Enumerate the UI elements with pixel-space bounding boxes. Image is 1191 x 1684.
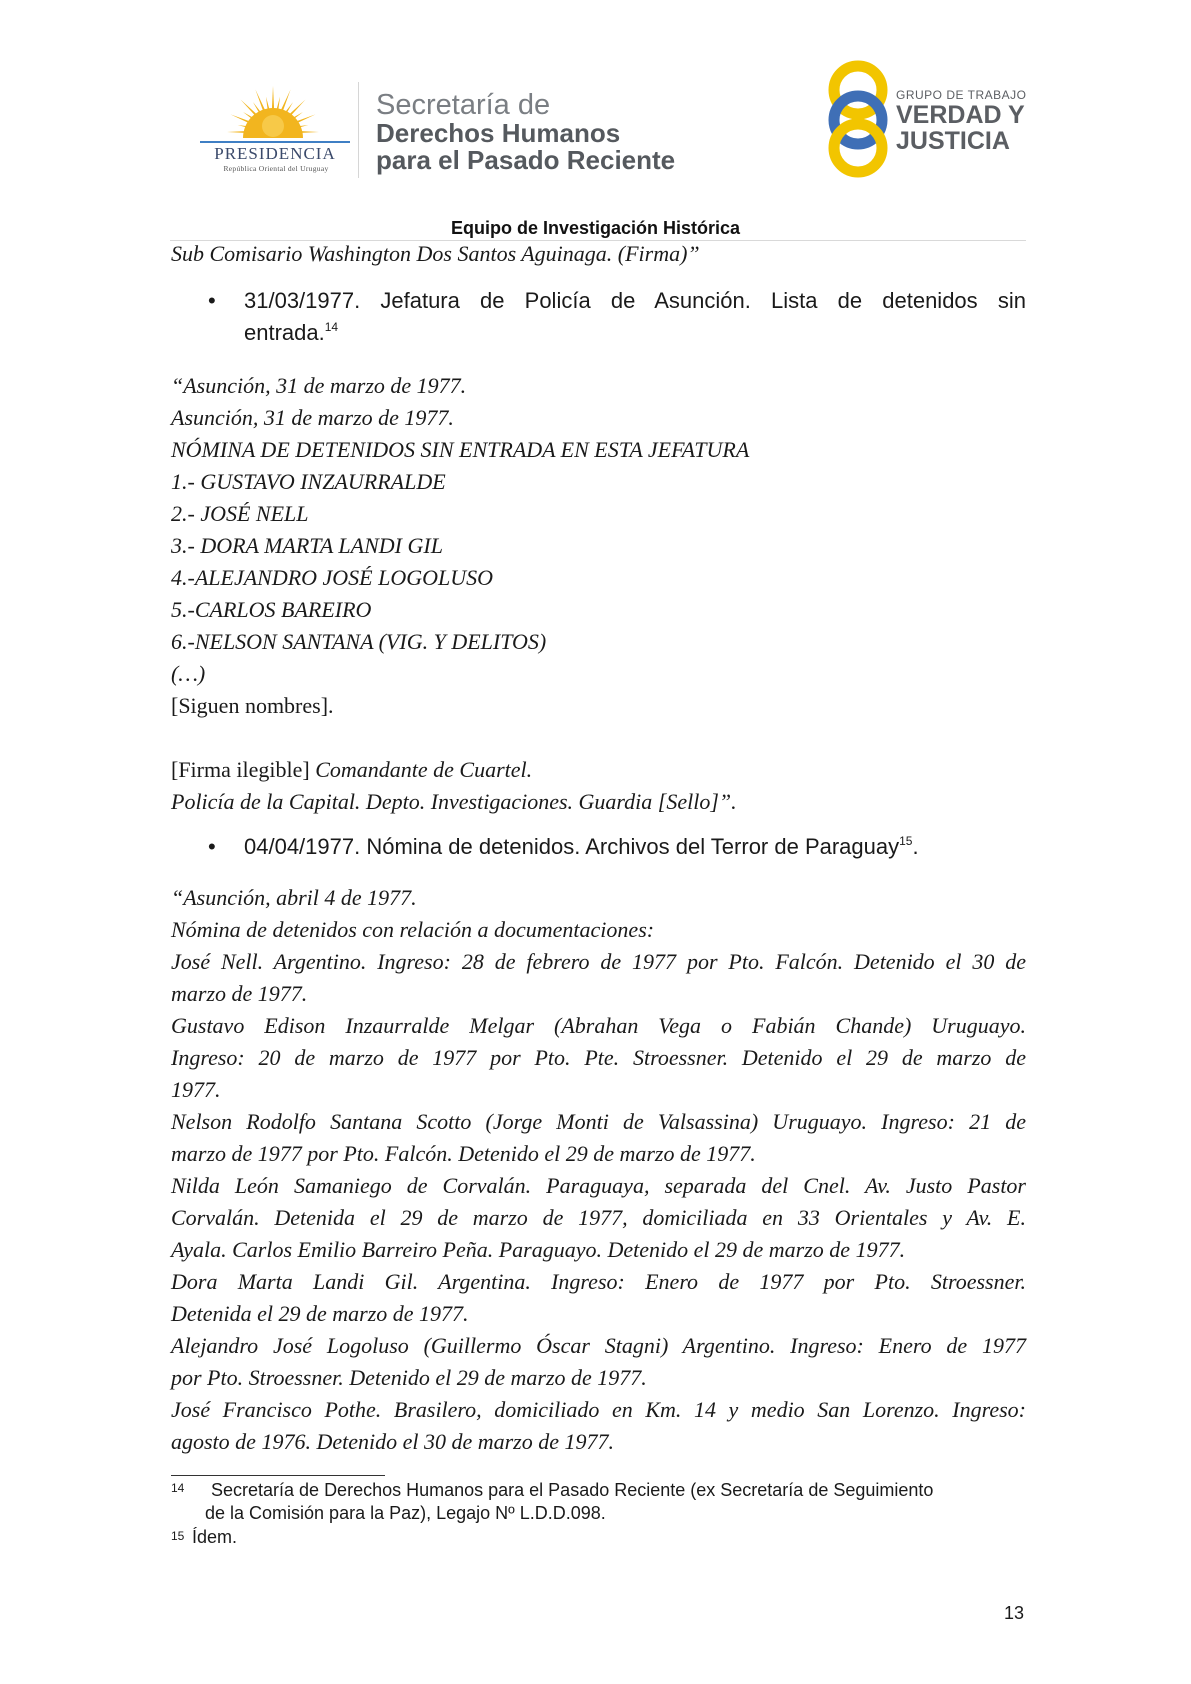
quote-2-line: José Francisco Pothe. Brasilero, domiciliado en Km. 14 y medio San Lorenzo. Ingreso: — [171, 1397, 1026, 1422]
presidencia-rule — [200, 141, 350, 143]
presidencia-subtitle: República Oriental del Uruguay — [223, 164, 329, 173]
quote-2-line: 1977. — [171, 1077, 221, 1102]
verdad-justicia-rings-icon — [817, 58, 899, 178]
bullet-1-line-2 — [244, 320, 338, 346]
quote-1-line: NÓMINA DE DETENIDOS SIN ENTRADA EN ESTA JEFATURA — [171, 437, 750, 462]
firma-plain: [Firma ilegible] — [171, 757, 310, 782]
secretaria-logo-text — [376, 90, 675, 174]
quote-2-line: Alejandro José Logoluso (Guillermo Óscar Stagni) Argentino. Ingreso: Enero de 1977 — [171, 1333, 1026, 1358]
secretaria-line-2: Derechos Humanos — [376, 118, 621, 148]
quote-1-line: Asunción, 31 de marzo de 1977. — [171, 405, 454, 430]
firma-italic: Comandante de Cuartel. — [309, 757, 533, 782]
quote-2-line: marzo de 1977 por Pto. Falcón. Detenido el 29 de marzo de 1977. — [171, 1141, 756, 1166]
quote-2-line: Dora Marta Landi Gil. Argentina. Ingreso: Enero de 1977 por Pto. Stroessner. — [171, 1269, 1026, 1294]
word: Jefatura — [380, 288, 460, 313]
quote-2-line: marzo de 1977. — [171, 981, 308, 1006]
word: sin — [997, 288, 1026, 313]
word: detenidos — [882, 288, 978, 313]
quote-2-line: Nelson Rodolfo Santana Scotto (Jorge Monti de Valsassina) Uruguayo. Ingreso: 21 de — [171, 1109, 1026, 1134]
quote-1-line: 2.- JOSÉ NELL — [171, 501, 309, 526]
bullet-2-label: 04/04/1977. Nómina de detenidos. Archivos del Terror de Paraguay — [244, 834, 900, 859]
footnote-ref-15[interactable]: 15 — [899, 834, 913, 848]
quote-2-line: Detenida el 29 de marzo de 1977. — [171, 1301, 469, 1326]
footnote-14-line-2: de la Comisión para la Paz), Legajo Nº L.D.D.098. — [205, 1503, 606, 1523]
header-divider — [358, 82, 359, 178]
bullet-marker: • — [208, 288, 216, 313]
secretaria-line-3: para el Pasado Reciente — [376, 145, 676, 175]
word: de — [610, 288, 636, 313]
footnote-ref-14[interactable]: 14 — [324, 320, 339, 334]
word: de — [837, 288, 863, 313]
footnote-14-line-1: Secretaría de Derechos Humanos para el Pasado Reciente (ex Secretaría de Seguimiento — [211, 1480, 934, 1500]
policia-line: Policía de la Capital. Depto. Investigaciones. Guardia [Sello]”. — [171, 789, 737, 814]
footnote-14-number: 14 — [171, 1481, 185, 1495]
quote-1-line: “Asunción, 31 de marzo de 1977. — [171, 373, 467, 398]
quote-2-line: Gustavo Edison Inzaurralde Melgar (Abrahan Vega o Fabián Chande) Uruguayo. — [171, 1013, 1026, 1038]
sun-logo-icon — [203, 82, 343, 144]
bullet-1-end-text: entrada. — [244, 320, 325, 345]
quote-2-line: Nilda León Samaniego de Corvalán. Paraguaya, separada del Cnel. Av. Justo Pastor — [171, 1173, 1026, 1198]
firma-line — [171, 757, 532, 783]
quote-2-line: agosto de 1976. Detenido el 30 de marzo de 1977. — [171, 1429, 614, 1454]
presidencia-label: PRESIDENCIA — [214, 144, 336, 163]
word: Lista — [771, 288, 818, 313]
bullet-marker: • — [208, 834, 216, 859]
quote-2-line: José Nell. Argentino. Ingreso: 28 de febrero de 1977 por Pto. Falcón. Detenido el 30 de — [171, 949, 1026, 974]
word: de — [480, 288, 505, 313]
bullet-1-line-1 — [244, 288, 1026, 314]
bullet-2-end: . — [912, 834, 919, 859]
page-number: 13 — [1004, 1603, 1025, 1623]
grupo-small-label: GRUPO DE TRABAJO — [896, 88, 1027, 102]
previous-signature: Sub Comisario Washington Dos Santos Aguinaga. (Firma)” — [171, 241, 700, 266]
grupo-line-2: JUSTICIA — [896, 127, 1010, 155]
grupo-line-1: VERDAD Y — [896, 101, 1025, 129]
quote-2-heading-line: Nómina de detenidos con relación a documentaciones: — [171, 917, 655, 942]
grupo-trabajo-text — [896, 88, 1026, 154]
quote-1-line: 3.- DORA MARTA LANDI GIL — [171, 533, 443, 558]
quote-1-line: 1.- GUSTAVO INZAURRALDE — [171, 469, 446, 494]
quote-2-line: Ingreso: 20 de marzo de 1977 por Pto. Pte. Stroessner. Detenido el 29 de marzo de — [171, 1045, 1026, 1070]
quote-2-heading-line: “Asunción, abril 4 de 1977. — [171, 885, 417, 910]
word: Policía — [524, 288, 591, 313]
quote-2-line: por Pto. Stroessner. Detenido el 29 de marzo de 1977. — [171, 1365, 647, 1390]
bullet-2-text — [244, 834, 919, 860]
word: 31/03/1977. — [244, 288, 361, 313]
quote-1-line: 5.-CARLOS BAREIRO — [171, 597, 372, 622]
team-title: Equipo de Investigación Histórica — [450, 218, 741, 238]
footnote-15-number: 15 — [171, 1529, 185, 1543]
quote-1-line: 6.-NELSON SANTANA (VIG. Y DELITOS) — [171, 629, 547, 654]
word: Asunción. — [654, 288, 751, 313]
footnote-rule — [171, 1475, 385, 1476]
siguen-nombres: [Siguen nombres]. — [171, 693, 334, 718]
footnote-15-text: Ídem. — [192, 1527, 238, 1547]
quote-1-line: (…) — [171, 661, 206, 686]
quote-2-line: Ayala. Carlos Emilio Barreiro Peña. Paraguayo. Detenido el 29 de marzo de 1977. — [171, 1237, 906, 1262]
quote-1-line: 4.-ALEJANDRO JOSÉ LOGOLUSO — [171, 565, 494, 590]
quote-2-line: Corvalán. Detenida el 29 de marzo de 1977, domiciliada en 33 Orientales y Av. E. — [171, 1205, 1026, 1230]
secretaria-line-1: Secretaría de — [376, 89, 551, 121]
